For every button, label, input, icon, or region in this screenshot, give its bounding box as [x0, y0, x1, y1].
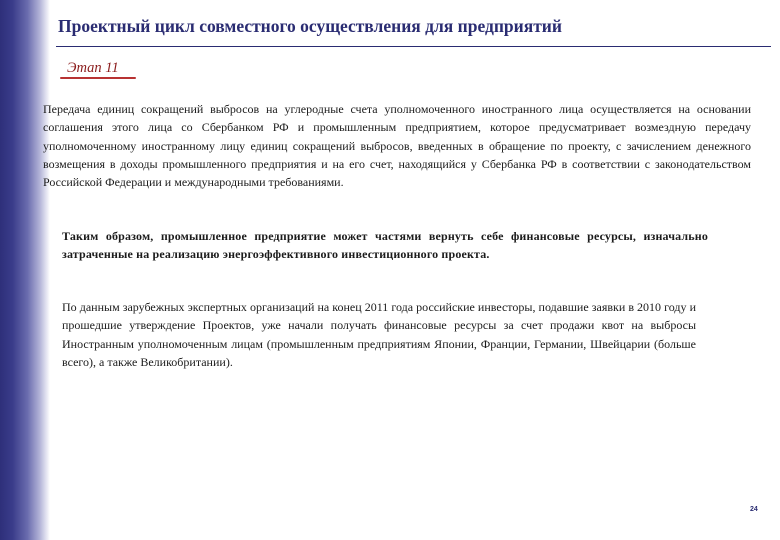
paragraph-foreign-experts: По данным зарубежных экспертных организаций на конец 2011 года российские инвесторы, подавшие заявки в 2010 году и прошедшие утверждение Проектов, уже начали получать финансовые ресурсы за счет продажи квот на выбросы Иностранным уполномоченным лицам (промышленным предприятиям Японии, Франции, Германии, Швейцарии (больше всего), а также Великобритании).	[62, 300, 696, 369]
paragraph-transfer-units: Передача единиц сокращений выбросов на углеродные счета уполномоченного иностранного лица осуществляется на основании соглашения этого лица со Сбербанком РФ и промышленным предприятием, которое предусматривает возмездную передачу уполномоченному иностранному лицу единиц сокращений выбросов, введенных в обращение по проекту, с зачислением денежного возмещения в доходы промышленного предприятия и на его счет, находящийся у Сбербанка РФ в соответствии с законодательством Российской Федерации и международными требованиями.	[43, 102, 751, 190]
stage-underline	[60, 77, 136, 79]
title-divider	[56, 46, 771, 47]
stage-label: Этап 11	[67, 60, 119, 76]
left-decorative-band	[0, 0, 50, 540]
slide-title: Проектный цикл совместного осуществления для предприятий	[58, 16, 562, 36]
page-number: 24	[750, 506, 758, 513]
paragraph-summary-bold: Таким образом, промышленное предприятие может частями вернуть себе финансовые ресурсы, изначально затраченные на реализацию энергоэффективного инвестиционного проекта.	[62, 229, 708, 262]
